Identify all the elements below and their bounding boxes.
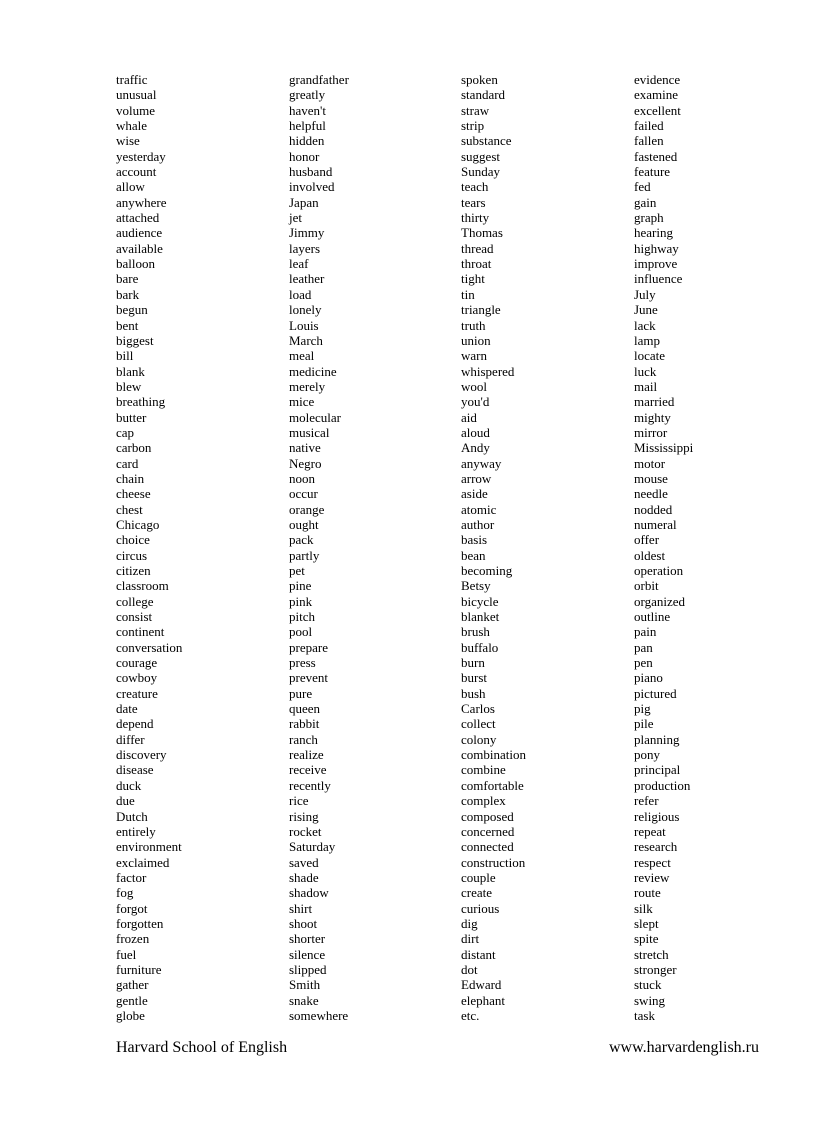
word-item: gather	[116, 977, 149, 993]
word-item: realize	[289, 747, 324, 763]
word-item: buffalo	[461, 639, 499, 655]
word-item: honor	[289, 148, 320, 164]
word-item: gentle	[116, 992, 148, 1008]
word-item: create	[461, 885, 493, 901]
word-item: forgot	[116, 900, 148, 916]
word-item: June	[634, 302, 658, 318]
word-item: comfortable	[461, 777, 524, 793]
word-item: Andy	[461, 440, 490, 456]
word-item: audience	[116, 225, 163, 241]
word-item: furniture	[116, 961, 162, 977]
word-item: yesterday	[116, 148, 166, 164]
word-item: queen	[289, 701, 321, 717]
word-item: curious	[461, 900, 500, 916]
word-item: aid	[461, 409, 477, 425]
word-item: pink	[289, 593, 313, 609]
word-item: Edward	[461, 977, 502, 993]
word-item: bean	[461, 547, 486, 563]
word-item: distant	[461, 946, 496, 962]
word-item: religious	[634, 808, 680, 824]
word-item: saved	[289, 854, 319, 870]
word-item: locate	[634, 348, 666, 364]
word-item: truth	[461, 317, 486, 333]
word-item: examine	[634, 87, 679, 103]
word-item: tin	[461, 286, 475, 302]
word-item: slept	[634, 915, 659, 931]
word-item: production	[634, 777, 691, 793]
word-item: failed	[634, 118, 664, 134]
word-item: spite	[634, 931, 659, 947]
word-item: balloon	[116, 256, 155, 272]
word-list	[0, 72, 816, 1032]
word-item: musical	[289, 424, 330, 440]
word-item: Thomas	[461, 225, 503, 241]
word-item: swing	[634, 992, 666, 1008]
word-item: strip	[461, 118, 485, 134]
word-item: anywhere	[116, 194, 167, 210]
word-item: substance	[461, 133, 512, 149]
word-item: feature	[634, 164, 671, 180]
word-item: rabbit	[289, 716, 320, 732]
word-item: factor	[116, 869, 147, 885]
word-item: rice	[289, 793, 309, 809]
word-item: pine	[289, 578, 312, 594]
word-item: prepare	[289, 639, 328, 655]
word-item: oldest	[634, 547, 666, 563]
word-item: needle	[634, 486, 668, 502]
word-item: choice	[116, 532, 150, 548]
word-item: available	[116, 240, 163, 256]
word-item: Negro	[289, 455, 322, 471]
word-item: jet	[289, 210, 302, 226]
word-item: chain	[116, 470, 145, 486]
word-item: differ	[116, 731, 145, 747]
word-item: standard	[461, 87, 506, 103]
word-item: somewhere	[289, 1007, 349, 1023]
word-item: rising	[289, 808, 319, 824]
word-item: wise	[116, 133, 140, 149]
word-item: aloud	[461, 424, 490, 440]
word-item: combination	[461, 747, 526, 763]
word-item: orbit	[634, 578, 659, 594]
word-item: piano	[634, 670, 663, 686]
word-item: numeral	[634, 516, 677, 532]
word-item: allow	[116, 179, 145, 195]
word-item: organized	[634, 593, 686, 609]
word-item: fog	[116, 885, 134, 901]
word-item: pig	[634, 701, 651, 717]
word-item: haven't	[289, 102, 326, 118]
word-item: partly	[289, 547, 320, 563]
word-item: blanket	[461, 609, 500, 625]
word-item: depend	[116, 716, 154, 732]
word-item: leather	[289, 271, 325, 287]
word-item: throat	[461, 256, 492, 272]
word-item: prevent	[289, 670, 328, 686]
word-item: luck	[634, 363, 657, 379]
word-item: connected	[461, 839, 514, 855]
word-item: pain	[634, 624, 657, 640]
word-item: Smith	[289, 977, 321, 993]
word-item: refer	[634, 793, 659, 809]
word-item: spoken	[461, 72, 498, 87]
word-item: layers	[289, 240, 321, 256]
word-item: load	[289, 286, 312, 302]
word-item: forgotten	[116, 915, 164, 931]
word-item: duck	[116, 777, 142, 793]
word-item: evidence	[634, 72, 681, 87]
word-item: shirt	[289, 900, 313, 916]
word-item: burn	[461, 655, 485, 671]
word-item: hearing	[634, 225, 673, 241]
word-item: courage	[116, 655, 158, 671]
word-item: Japan	[289, 194, 319, 210]
word-item: combine	[461, 762, 506, 778]
word-item: bark	[116, 286, 140, 302]
word-item: hidden	[289, 133, 325, 149]
word-item: outline	[634, 609, 671, 625]
word-item: mighty	[634, 409, 671, 425]
word-item: Carlos	[461, 701, 495, 717]
word-item: merely	[289, 378, 326, 394]
word-item: volume	[116, 102, 155, 118]
word-item: continent	[116, 624, 165, 640]
word-item: press	[289, 655, 316, 671]
word-item: tight	[461, 271, 485, 287]
word-item: lamp	[634, 332, 660, 348]
word-item: warn	[461, 348, 487, 364]
word-column-3	[461, 72, 526, 1023]
word-item: gain	[634, 194, 657, 210]
word-item: stretch	[634, 946, 669, 962]
word-item: bare	[116, 271, 139, 287]
word-item: you'd	[461, 394, 490, 410]
word-item: highway	[634, 240, 679, 256]
word-item: classroom	[116, 578, 169, 594]
word-item: collect	[461, 716, 496, 732]
word-item: March	[289, 332, 323, 348]
word-item: shoot	[289, 915, 318, 931]
word-item: recently	[289, 777, 331, 793]
word-item: burst	[461, 670, 487, 686]
word-item: cheese	[116, 486, 151, 502]
word-item: meal	[289, 348, 315, 364]
word-item: union	[461, 332, 491, 348]
word-item: Chicago	[116, 516, 160, 532]
word-item: shadow	[289, 885, 329, 901]
word-item: dot	[461, 961, 478, 977]
word-item: noon	[289, 470, 315, 486]
word-item: excellent	[634, 102, 681, 118]
word-item: blew	[116, 378, 142, 394]
word-item: fallen	[634, 133, 664, 149]
word-item: creature	[116, 685, 158, 701]
word-item: principal	[634, 762, 681, 778]
word-item: whale	[116, 118, 148, 134]
word-item: mirror	[634, 424, 668, 440]
word-item: aside	[461, 486, 488, 502]
word-item: exclaimed	[116, 854, 170, 870]
word-item: ought	[289, 516, 319, 532]
word-item: operation	[634, 563, 684, 578]
word-item: pitch	[289, 609, 315, 625]
word-item: frozen	[116, 931, 150, 947]
word-item: shorter	[289, 931, 326, 947]
word-item: greatly	[289, 87, 326, 103]
word-item: colony	[461, 731, 497, 747]
word-item: arrow	[461, 470, 492, 486]
word-item: thread	[461, 240, 494, 256]
word-item: environment	[116, 839, 182, 855]
word-item: fastened	[634, 148, 678, 164]
word-item: medicine	[289, 363, 337, 379]
footer-school-name: Harvard School of English	[116, 1039, 288, 1056]
word-item: suggest	[461, 148, 500, 164]
word-item: card	[116, 455, 139, 471]
word-item: pack	[289, 532, 314, 548]
word-item: dig	[461, 915, 478, 931]
word-item: motor	[634, 455, 666, 471]
word-item: Saturday	[289, 839, 336, 855]
word-item: ranch	[289, 731, 318, 747]
word-item: snake	[289, 992, 319, 1008]
word-item: discovery	[116, 747, 167, 763]
word-column-1	[116, 72, 182, 1023]
word-item: pile	[634, 716, 654, 732]
word-item: mouse	[634, 470, 668, 486]
word-item: pony	[634, 747, 660, 763]
word-item: becoming	[461, 563, 513, 578]
word-item: fuel	[116, 946, 137, 962]
word-item: leaf	[289, 256, 309, 272]
word-item: improve	[634, 256, 678, 272]
word-item: Sunday	[461, 164, 500, 180]
word-item: bill	[116, 348, 134, 364]
word-item: Mississippi	[634, 440, 694, 456]
word-item: cap	[116, 424, 135, 440]
word-item: offer	[634, 532, 660, 548]
word-item: stuck	[634, 977, 662, 993]
word-item: native	[289, 440, 321, 456]
word-item: fed	[634, 179, 651, 195]
word-column-2	[289, 72, 349, 1023]
word-item: consist	[116, 609, 153, 625]
word-item: composed	[461, 808, 514, 824]
word-item: unusual	[116, 87, 157, 103]
word-item: carbon	[116, 440, 152, 456]
word-item: bent	[116, 317, 139, 333]
word-item: entirely	[116, 823, 156, 839]
word-item: mail	[634, 378, 658, 394]
word-item: etc.	[461, 1007, 480, 1023]
word-item: whispered	[461, 363, 515, 379]
word-item: bush	[461, 685, 486, 701]
word-item: elephant	[461, 992, 506, 1008]
word-item: repeat	[634, 823, 666, 839]
word-item: basis	[461, 532, 487, 548]
word-item: mice	[289, 394, 315, 410]
footer-website: www.harvardenglish.ru	[608, 1039, 759, 1056]
word-item: grandfather	[289, 72, 349, 87]
word-item: pet	[289, 563, 305, 578]
word-item: dirt	[461, 931, 480, 947]
word-item: July	[634, 286, 656, 302]
word-item: chest	[116, 501, 143, 517]
word-item: stronger	[634, 961, 677, 977]
word-item: thirty	[461, 210, 490, 226]
word-item: slipped	[289, 961, 327, 977]
word-item: anyway	[461, 455, 502, 471]
word-item: brush	[461, 624, 490, 640]
word-item: construction	[461, 854, 526, 870]
word-item: citizen	[116, 563, 151, 578]
word-item: teach	[461, 179, 489, 195]
word-item: attached	[116, 210, 160, 226]
word-column-4	[634, 72, 693, 1023]
word-item: pen	[634, 655, 653, 671]
word-item: route	[634, 885, 661, 901]
word-item: receive	[289, 762, 327, 778]
word-item: molecular	[289, 409, 341, 425]
word-item: concerned	[461, 823, 515, 839]
word-item: pan	[634, 639, 653, 655]
word-item: orange	[289, 501, 325, 517]
word-item: married	[634, 394, 675, 410]
word-item: breathing	[116, 394, 166, 410]
word-item: Dutch	[116, 808, 148, 824]
word-item: butter	[116, 409, 147, 425]
word-item: pure	[289, 685, 313, 701]
word-item: Louis	[289, 317, 319, 333]
word-item: complex	[461, 793, 506, 809]
word-item: traffic	[116, 72, 148, 87]
word-item: cowboy	[116, 670, 158, 686]
word-item: pool	[289, 624, 313, 640]
word-item: circus	[116, 547, 148, 563]
word-item: begun	[116, 302, 148, 318]
word-item: pictured	[634, 685, 677, 701]
word-item: shade	[289, 869, 319, 885]
word-item: lack	[634, 317, 656, 333]
word-item: Jimmy	[289, 225, 325, 241]
word-item: lonely	[289, 302, 322, 318]
word-item: Betsy	[461, 578, 491, 594]
word-item: account	[116, 164, 157, 180]
word-item: planning	[634, 731, 680, 747]
word-item: helpful	[289, 118, 326, 134]
word-item: college	[116, 593, 154, 609]
word-item: graph	[634, 210, 664, 226]
word-item: conversation	[116, 639, 183, 655]
word-item: respect	[634, 854, 671, 870]
word-item: biggest	[116, 332, 154, 348]
word-item: task	[634, 1007, 655, 1023]
word-item: rocket	[289, 823, 322, 839]
word-item: silk	[634, 900, 653, 916]
word-item: research	[634, 839, 678, 855]
word-item: review	[634, 869, 670, 885]
word-item: silence	[289, 946, 326, 962]
word-item: influence	[634, 271, 683, 287]
word-item: straw	[461, 102, 490, 118]
word-item: husband	[289, 164, 333, 180]
word-item: disease	[116, 762, 154, 778]
word-item: globe	[116, 1007, 145, 1023]
word-item: occur	[289, 486, 318, 502]
word-item: date	[116, 701, 138, 717]
word-item: blank	[116, 363, 145, 379]
word-item: bicycle	[461, 593, 499, 609]
word-item: involved	[289, 179, 335, 195]
word-item: wool	[461, 378, 487, 394]
word-item: nodded	[634, 501, 673, 517]
word-item: due	[116, 793, 135, 809]
word-item: tears	[461, 194, 486, 210]
word-item: atomic	[461, 501, 497, 517]
word-item: triangle	[461, 302, 501, 318]
word-item: author	[461, 516, 495, 532]
word-item: couple	[461, 869, 496, 885]
